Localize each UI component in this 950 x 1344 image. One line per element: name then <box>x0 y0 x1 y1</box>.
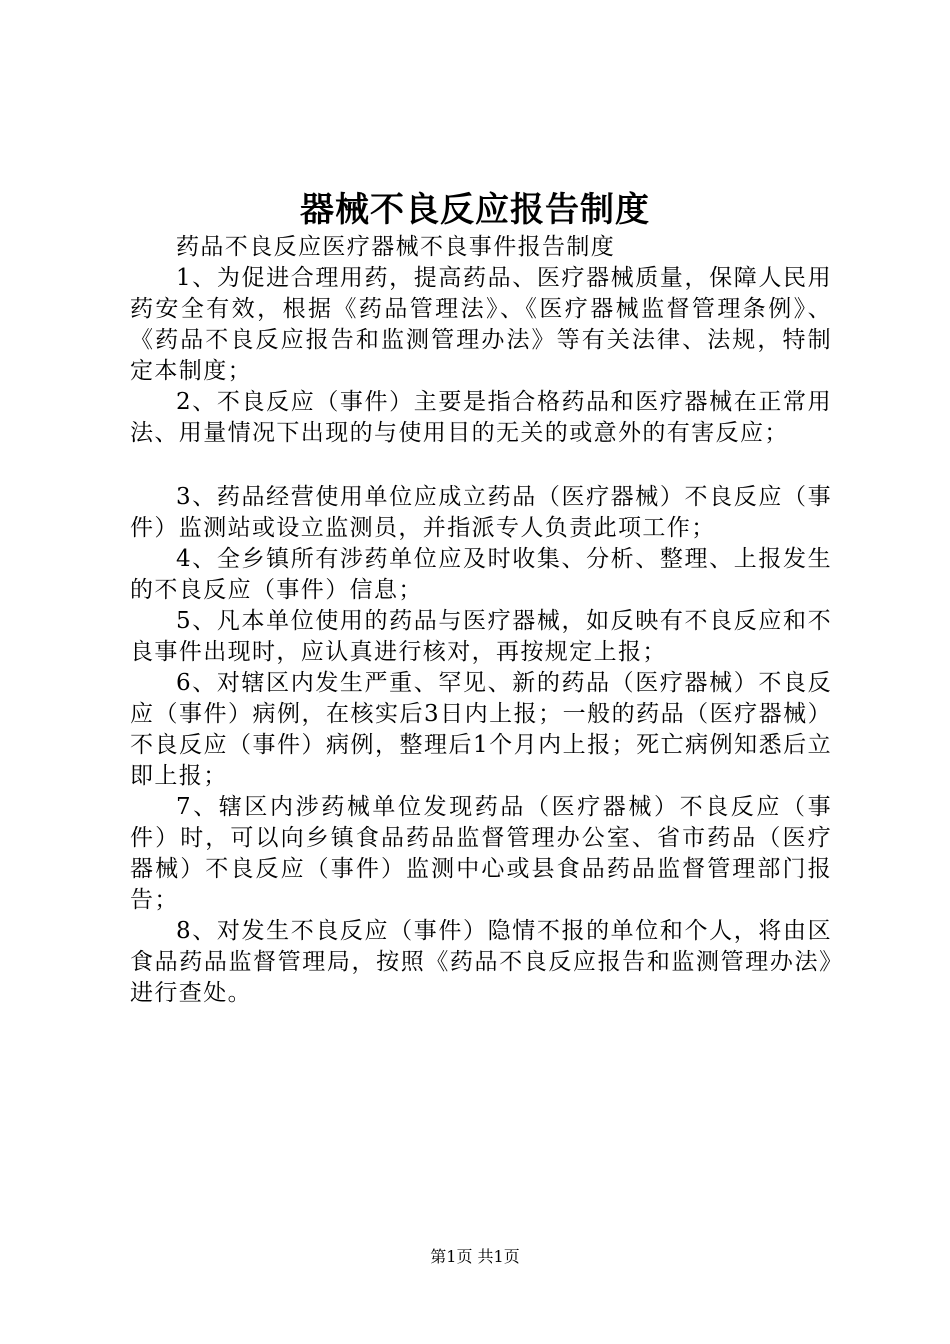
paragraph-2: 2、不良反应（事件）主要是指合格药品和医疗器械在正常用法、用量情况下出现的与使用目的无关的或意外的有害反应； <box>130 389 832 446</box>
paragraph-6: 6、对辖区内发生严重、罕见、新的药品（医疗器械）不良反应（事件）病例，在核实后3日内上报；一般的药品（医疗器械）不良反应（事件）病例，整理后1个月内上报；死亡病例知悉后立即上报； <box>130 670 832 789</box>
paragraph-4: 4、全乡镇所有涉药单位应及时收集、分析、整理、上报发生的不良反应（事件）信息； <box>130 546 832 603</box>
paragraph-8: 8、对发生不良反应（事件）隐情不报的单位和个人，将由区食品药品监督管理局，按照《药品不良反应报告和监测管理办法》进行查处。 <box>130 918 832 1006</box>
paragraph-3: 3、药品经营使用单位应成立药品（医疗器械）不良反应（事件）监测站或设立监测员，并指派专人负责此项工作； <box>130 484 832 541</box>
paragraph-1: 1、为促进合理用药，提高药品、医疗器械质量，保障人民用药安全有效，根据《药品管理法》、《医疗器械监督管理条例》、《药品不良反应报告和监测管理办法》等有关法律、法规，特制定本制度； <box>130 265 832 384</box>
document-title: 器械不良反应报告制度 <box>300 190 650 230</box>
paragraph-7: 7、辖区内涉药械单位发现药品（医疗器械）不良反应（事件）时，可以向乡镇食品药品监督管理办公室、省市药品（医疗器械）不良反应（事件）监测中心或县食品药品监督管理部门报告； <box>130 794 832 913</box>
page-footer: 第1页 共1页 <box>430 1247 520 1266</box>
paragraph-5: 5、凡本单位使用的药品与医疗器械，如反映有不良反应和不良事件出现时，应认真进行核对，再按规定上报； <box>130 608 832 665</box>
paragraph-subtitle: 药品不良反应医疗器械不良事件报告制度 <box>176 234 616 260</box>
document-body <box>130 232 832 1009</box>
